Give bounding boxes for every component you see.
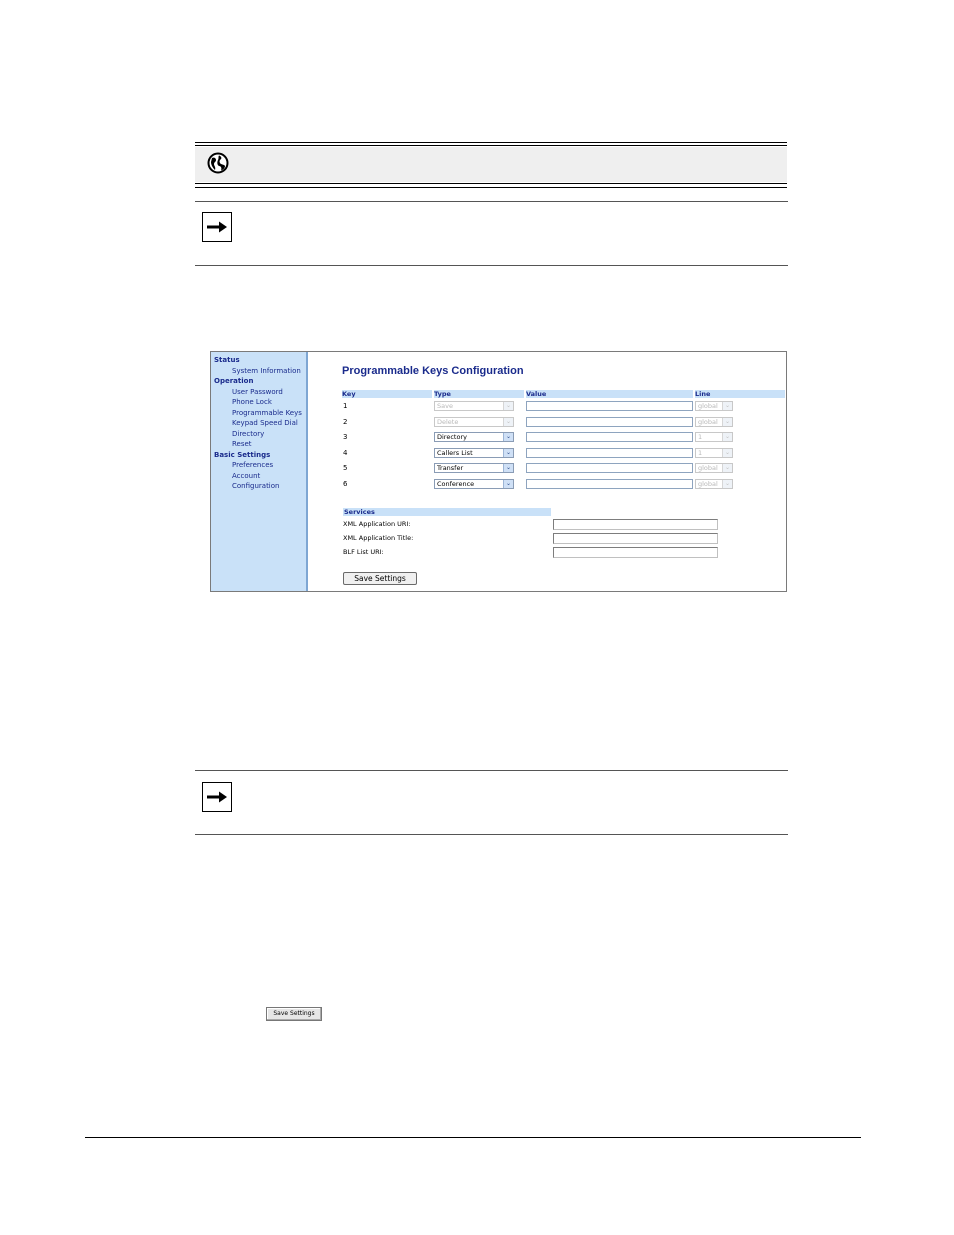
divider	[195, 187, 787, 188]
type-select[interactable]	[434, 432, 514, 442]
nav-heading-operation[interactable]: Operation	[214, 377, 254, 385]
page-title: Programmable Keys Configuration	[342, 365, 524, 377]
value-input[interactable]	[526, 401, 693, 411]
xml-uri-label: XML Application URI:	[343, 520, 411, 528]
xml-title-input[interactable]	[553, 533, 718, 544]
right-arrow-icon	[202, 782, 232, 812]
value-input[interactable]	[526, 448, 693, 458]
chevron-down-icon[interactable]: ⌄	[503, 433, 513, 441]
line-select[interactable]	[695, 479, 733, 489]
chevron-down-icon[interactable]: ⌄	[722, 464, 732, 472]
nav-item-preferences[interactable]: Preferences	[232, 461, 274, 469]
xml-title-label: XML Application Title:	[343, 534, 414, 542]
line-select-value: global	[698, 464, 718, 472]
line-select[interactable]	[695, 401, 733, 411]
line-select[interactable]	[695, 448, 733, 458]
web-ui-screenshot	[210, 351, 787, 592]
nav-item-system-information[interactable]: System Information	[232, 366, 301, 375]
column-header-type: Type	[434, 390, 524, 398]
type-select-value: Conference	[437, 480, 475, 488]
column-header-line: Line	[695, 390, 785, 398]
type-select-value: Save	[437, 402, 453, 410]
nav-heading-status[interactable]: Status	[214, 356, 240, 364]
line-select[interactable]	[695, 463, 733, 473]
value-input[interactable]	[526, 479, 693, 489]
blf-list-uri-label: BLF List URI:	[343, 548, 384, 556]
type-select[interactable]	[434, 417, 514, 427]
nav-item-reset[interactable]: Reset	[232, 440, 252, 448]
reference-band	[195, 147, 787, 182]
nav-item-keypad-speed-dial[interactable]: Keypad Speed Dial	[232, 419, 298, 427]
blf-list-uri-input[interactable]	[553, 547, 718, 558]
line-select-value: global	[698, 402, 718, 410]
nav-item-directory[interactable]: Directory	[232, 429, 265, 438]
type-select[interactable]	[434, 463, 514, 473]
nav-item-user-password[interactable]: User Password	[232, 387, 283, 396]
right-arrow-icon	[202, 212, 232, 242]
type-select[interactable]	[434, 479, 514, 489]
sidebar	[211, 352, 308, 591]
chevron-down-icon[interactable]: ⌄	[503, 480, 513, 488]
column-header-key: Key	[342, 390, 432, 398]
type-select-value: Delete	[437, 418, 459, 426]
services-heading: Services	[343, 508, 551, 516]
divider	[195, 145, 787, 146]
line-select[interactable]	[695, 417, 733, 427]
type-select-value: Transfer	[437, 464, 464, 472]
type-select[interactable]	[434, 448, 514, 458]
note-box	[195, 770, 788, 835]
chevron-down-icon[interactable]: ⌄	[722, 418, 732, 426]
nav-item-phone-lock[interactable]: Phone Lock	[232, 398, 272, 406]
divider	[195, 142, 787, 143]
value-input[interactable]	[526, 417, 693, 427]
type-select-value: Callers List	[437, 449, 473, 457]
inline-save-settings-button[interactable]: Save Settings	[266, 1007, 322, 1021]
save-settings-button[interactable]: Save Settings	[343, 572, 417, 585]
key-number: 1	[343, 402, 348, 410]
column-header-value: Value	[526, 390, 693, 398]
line-select[interactable]	[695, 432, 733, 442]
chevron-down-icon[interactable]: ⌄	[503, 464, 513, 472]
chevron-down-icon[interactable]: ⌄	[503, 418, 513, 426]
reference-box	[195, 142, 787, 188]
nav-item-programmable-keys[interactable]: Programmable Keys	[232, 408, 302, 417]
value-input[interactable]	[526, 432, 693, 442]
type-select[interactable]	[434, 401, 514, 411]
key-number: 3	[343, 433, 348, 441]
value-input[interactable]	[526, 463, 693, 473]
chevron-down-icon[interactable]: ⌄	[722, 402, 732, 410]
note-box	[195, 201, 788, 266]
key-number: 6	[343, 480, 348, 488]
globe-icon	[207, 152, 229, 174]
key-number: 5	[343, 464, 348, 472]
type-select-value: Directory	[437, 433, 467, 441]
key-number: 2	[343, 418, 348, 426]
line-select-value: global	[698, 480, 718, 488]
line-select-value: 1	[698, 433, 703, 441]
chevron-down-icon[interactable]: ⌄	[722, 480, 732, 488]
xml-uri-input[interactable]	[553, 519, 718, 530]
main-panel	[310, 352, 786, 591]
line-select-value: 1	[698, 449, 703, 457]
chevron-down-icon[interactable]: ⌄	[722, 449, 732, 457]
chevron-down-icon[interactable]: ⌄	[503, 449, 513, 457]
key-number: 4	[343, 449, 348, 457]
divider	[195, 183, 787, 184]
nav-heading-basic-settings[interactable]: Basic Settings	[214, 450, 271, 459]
line-select-value: global	[698, 418, 718, 426]
nav-item-account-configuration[interactable]: Account Configuration	[232, 471, 280, 490]
chevron-down-icon[interactable]: ⌄	[503, 402, 513, 410]
footer-divider	[85, 1137, 861, 1138]
chevron-down-icon[interactable]: ⌄	[722, 433, 732, 441]
